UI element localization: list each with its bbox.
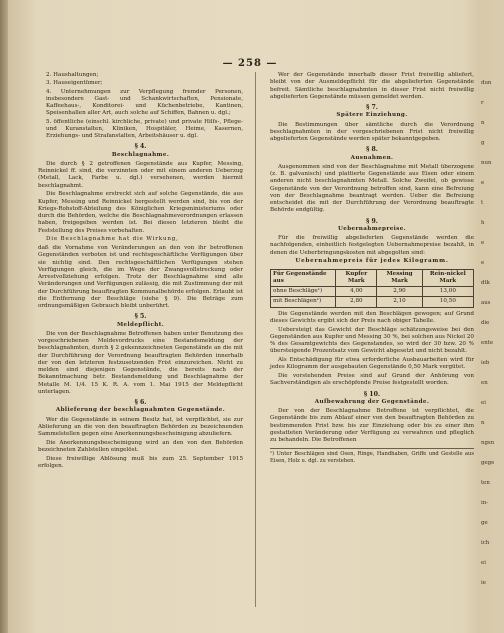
edge-text-fragment: ten [481, 480, 490, 486]
table-cell: 2,80 [336, 297, 377, 307]
paragraph: Die vorstehenden Preise sind auf Grund der Anhörung von Sachverständigen als erschöpfende Preise festgestellt worden. [270, 373, 474, 387]
edge-text-fragment: ngsn [481, 440, 495, 446]
edge-text-fragment: ieb [481, 360, 490, 366]
section-6-number: § 6. [134, 399, 147, 406]
paragraph: Ausgenommen sind von der Beschlagnahme mit Metall überzogene (z. B. galvanisch) und plattierte Gegenstände aus Eisen oder einem anderen nicht beschlagnahmten Metall. Solche Zweifel, ob gewisse Gegenstände von der Verordnung betroffen sind, kann eine Befreiung von der Beschlagnahme beantragt werden. Ueber die Befreiung entscheidet die mit der Durchführung der Verordnung beauftragte Behörde endgültig. [270, 163, 474, 214]
table-header-row [271, 269, 474, 287]
edge-text-fragment: e [481, 180, 485, 186]
table-header: Messing Mark [377, 269, 422, 287]
paragraph: daß die Vornahme von Veränderungen an den von ihr betroffenen Gegenständen verboten ist und rechtsgeschäftliche Verfügungen über sie nichtig sind. Den rechtsgeschäftlichen Verfügungen stehen Verfügungen gleich, die im Wege der Zwangsvollstreckung oder Arrestvollziehung erfolgen. Trotz der Beschlagnahme sind alle Veränderungen und Verfügungen zulässig, die mit Zustimmung der mit der Durchführung beauftragten Kommunalbehörde erfolgen. Erlaubt ist die Entfernung der Beschläge (siehe § 9). Die Beträge zum ordnungsmäßigen Gebrauch bleibt unberührt. [38, 245, 243, 309]
paragraph: Als Entschädigung für etwa erforderliche Ausbauarbeiten wird für jedes Kilogramm der ausgebauten Gegenstände 0,50 Mark vergütet. [270, 357, 474, 371]
table-cell: 2,90 [377, 287, 422, 297]
paragraph: Wer die Gegenstände in seinem Besitz hat, ist verpflichtet, sie zur Ablieferung an die von den beauftragten Behörden zu bezeichnenden Sammelstellen gegen eine Anerkennungsbescheinigung abzuliefern. [38, 416, 243, 437]
list-item: 2. Haushaltungen; [46, 72, 99, 78]
edge-text-fragment: r [481, 100, 484, 106]
table-cell: 10,50 [422, 297, 473, 307]
table-cell: 4,00 [336, 287, 377, 297]
section-4-title: Beschlagnahme. [111, 151, 170, 158]
edge-text-fragment: die [481, 320, 490, 326]
edge-text-fragment: n [481, 120, 485, 126]
right-column [270, 72, 474, 464]
section-7-number: § 7. [366, 104, 378, 111]
table-header: Rein-nickel Mark [422, 269, 473, 287]
book-binding-edge [0, 0, 8, 633]
list-item: 4. Unternehmungen zur Verpflegung fremder Personen, insbesondere Gast- und Schankwirtschaften, Pensionate, Kaffeehaus-, Konditorei- und Küchenbetriebe, Kantinen, Speisenhallen aller Art, auch solche auf Schiffen, Bahnen u. dgl.; [46, 88, 243, 117]
paragraph: Die durch § 2 getroffenen Gegenstände aus Kupfer, Messing, Reinnickel ff. sind, die verzinnten oder mit einem anderen Ueberzug (Metall, Lack, Farbe u. dgl.) versehenen, werden hiermit beschlagnahmt. [38, 160, 243, 189]
table-cell: ohne Beschläge¹) [271, 287, 336, 297]
section-10-title: Aufbewahrung der Gegenstände. [314, 398, 430, 405]
edge-text-fragment: ich [481, 540, 490, 546]
paragraph: Uebersteigt das Gewicht der Beschläge schätzungsweise bei den Gegenständen aus Kupfer und Messing 30 %, bei solchen aus Nickel 20 % des Gesamtgewichts des Gegenstandes, so wird der 30 bzw. 20 % übersteigende Prozentsatz vom Gewicht abgesetzt und nicht bezahlt. [270, 326, 474, 355]
section-4-number: § 4. [134, 143, 147, 151]
section-6-title: Ablieferung der beschlagnahmten Gegenstände. [55, 407, 226, 414]
section-8-number: § 8. [366, 146, 378, 154]
left-column [38, 72, 243, 472]
section-5-number: § 5. [134, 313, 147, 321]
table-cell: 2,10 [377, 297, 422, 307]
section-9-number: § 9. [366, 217, 378, 225]
edge-text-fragment: nun [481, 160, 492, 166]
edge-text-fragment: n [481, 420, 485, 426]
edge-text-fragment: en [481, 380, 488, 386]
paragraph: Der von der Beschlagnahme Betroffene ist verpflichtet, die Gegenstände bis zum Ablauf einer von den beauftragten Behörden zu bestimmenden Frist bzw. bis zur Einziehung oder bis zu einer ihm gestatteten Veränderung oder Verfügung zu verwahren und pfleglich zu behandeln. Die Betroffenen [270, 408, 474, 443]
paragraph: Die von der Beschlagnahme Betroffenen haben unter Benutzung des vorgeschriebenen Meldevordrucks eine Bestandsmeldung der beschlagnahmten, durch § 2 gekennzeichneten Gegenstände an die mit der Durchführung der Verordnung beauftragten Behörden innerhalb der von den letzteren festzusetzenden Frist einzureichen. Nicht zu melden sind diejenigen Gegenstände, die bereits nach der Bekanntmachung betr. Bestandsmeldung und Beschlagnahme der Metalle M. 1/4. 15 K. R. A. vom 1. Mai 1915 der Meldepflicht unterlagen. [38, 330, 243, 395]
edge-text-fragment: ei [481, 400, 486, 406]
paragraph-lead: Die Beschlagnahme hat die Wirkung, [46, 236, 179, 243]
table-header: Für Gegenstände aus [271, 269, 336, 287]
edge-text-fragment: g [481, 140, 485, 146]
edge-text-fragment: dun [481, 80, 492, 86]
table-header: Kupfer Mark [336, 269, 377, 287]
list-item: 3. Hauseigentümer; [46, 80, 103, 87]
edge-text-fragment: gege [481, 460, 495, 466]
list-item: 5. öffentliche (einschl. kirchliche, private) und private Hilfs-, Pflege- und Kuranstalten, Kliniken, Hospitäler, Heime, Kasernen, Erziehungs- und Strafanstalten, Arbeitshäuser u. dgl. [46, 118, 243, 139]
paragraph: Die Gegenstände werden mit den Beschlägen gewogen; auf Grund dieses Gewichts ergibt sich der Preis nach obiger Tabelle. [270, 310, 474, 324]
table-row [271, 297, 474, 307]
document-page [8, 0, 495, 633]
paragraph: Diese freiwillige Ablösung muß bis zum 25. September 1915 erfolgen. [38, 455, 243, 469]
section-8-title: Ausnahmen. [350, 154, 394, 161]
table-cell: 13,00 [422, 287, 473, 297]
edge-text-fragment: ente [481, 340, 494, 346]
edge-text-fragment: t [481, 200, 484, 206]
column-divider [255, 72, 256, 607]
section-7-title: Spätere Einziehung. [336, 112, 408, 119]
section-10-number: § 10. [363, 390, 381, 398]
adjacent-page-edge [480, 0, 495, 633]
footnote: ¹) Unter Beschlägen sind Osen, Ringe, Handhaben, Griffe und Gestelle aus Eisen, Holz u. dgl. zu verstehen. [270, 448, 474, 464]
price-table [270, 269, 474, 308]
price-table-title: Uebernahmepreis für jedes Kilogramm. [295, 258, 449, 265]
paragraph: Die Beschlagnahme erstreckt sich auf solche Gegenstände, die aus Kupfer, Messing und Reinnickel hergestellt werden sind, bis von der Kriegs-Rohstoff-Abteilung des Königlichen Kriegsministeriums oder durch die Behörden, welche die Beschlagnahmeverordnungen erlassen haben, freigegeben werden ist. Bei diesen letzteren bleibt die Feststellung des Preises vorbehalten. [38, 191, 243, 234]
edge-text-fragment: aus [481, 300, 491, 306]
paragraph: Die Bestimmungen über sämtliche durch die Verordnung beschlagnahmten in der vorgeschriebenen Frist nicht freiwillig abgelieferten Gegenstände werden später bekanntgegeben. [270, 121, 474, 142]
table-cell: mit Beschlägen¹) [271, 297, 336, 307]
edge-text-fragment: ie [481, 580, 486, 586]
paragraph: Die Anerkennungsbescheinigung wird an den von den Behörden bezeichneten Zahlstellen eingelöst. [38, 439, 243, 453]
table-row [271, 287, 474, 297]
edge-text-fragment: h [481, 220, 485, 226]
edge-text-fragment: dtk [481, 280, 490, 286]
edge-text-fragment: e [481, 240, 485, 246]
edge-text-fragment: e [481, 260, 485, 266]
section-9-title: Uebernahmepreise. [337, 225, 407, 232]
edge-text-fragment: ge [481, 520, 488, 526]
paragraph: Für die freiwillig abgelieferten Gegenstände werden die nachfolgenden, einheitlich festgelegten Uebernahmepreise bezahlt, in denen die Ueberbringungskosten mit abgegolten sind: [270, 235, 474, 256]
paragraph: Wer der Gegenstände innerhalb dieser Frist freiwillig abliefert, bleibt von der Ausmeldepflicht für die abgelieferten Gegenstände befreit. Sämtliche beschlagnahmten in dieser Frist nicht freiwillig abgelieferten Gegenstände müssen gemeldet werden. [270, 72, 474, 100]
edge-text-fragment: in- [481, 500, 489, 506]
section-5-title: Meldepflicht. [116, 321, 165, 328]
edge-text-fragment: ei [481, 560, 486, 566]
page-number: — 258 — [222, 58, 278, 69]
